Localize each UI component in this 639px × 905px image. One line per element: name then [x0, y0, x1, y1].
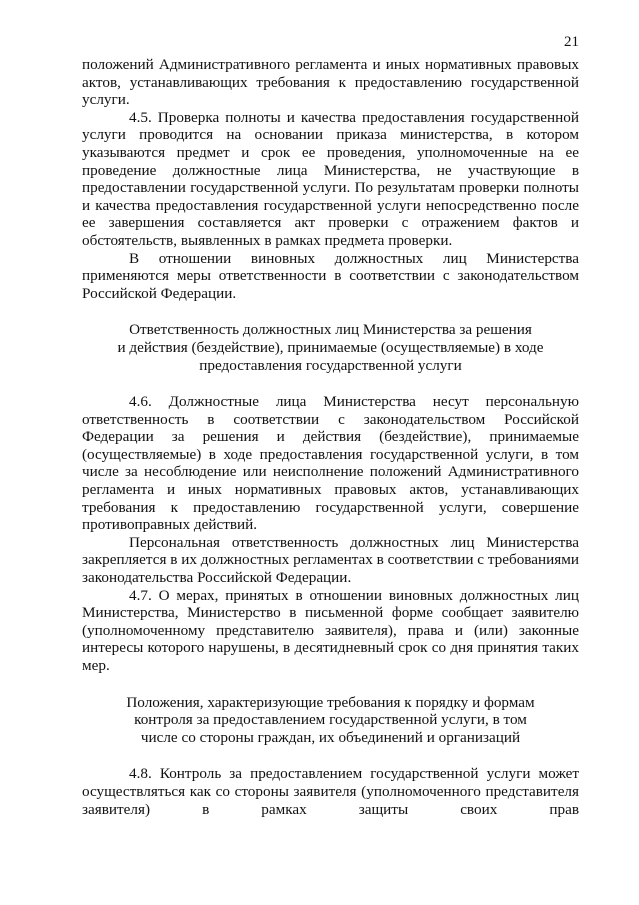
paragraph-4-7: 4.7. О мерах, принятых в отношении виновных должностных лиц Министерства, Министерство в письменной форме сообщает заявителю (уполномоченному представителю заявителя), права и (или) законные интересы которого нарушены, в десятидневный срок со дня принятия таких мер.	[82, 586, 579, 674]
paragraph-continuation: положений Административного регламента и иных нормативных правовых актов, устанавливающих требования к предоставлению государственной услуги.	[82, 56, 579, 109]
heading-line: предоставления государственной услуги	[199, 356, 462, 374]
paragraph-personal-responsibility: Персональная ответственность должностных лиц Министерства закрепляется в их должностных регламентах в соответствии с требованиями законодательства Российской Федерации.	[82, 533, 579, 587]
document-body	[82, 56, 579, 818]
heading-line: Ответственность должностных лиц Министерства за решения	[129, 321, 532, 339]
section-heading-control	[82, 694, 579, 747]
heading-line: контроля за предоставлением государственной услуги, в том	[134, 711, 527, 729]
heading-line: Положения, характеризующие требования к порядку и формам	[126, 693, 535, 711]
heading-line: числе со стороны граждан, их объединений и организаций	[140, 728, 521, 746]
paragraph-4-8: 4.8. Контроль за предоставлением государственной услуги может осуществляться как со стороны заявителя (уполномоченного представителя заявителя) в рамках защиты своих прав	[82, 765, 579, 818]
paragraph-4-5: 4.5. Проверка полноты и качества предоставления государственной услуги проводится на основании приказа министерства, в котором указываются предмет и срок ее проведения, уполномоченные на ее проведение должностные лица Министерства, не участвующие в предоставлении государственной услуги. По результатам проверки полноты и качества предоставления государственной услуги непосредственно после ее завершения составляется акт проверки с отражением фактов и обстоятельств, выявленных в рамках предмета проверки.	[82, 108, 579, 249]
section-heading-responsibility	[82, 321, 579, 374]
heading-line: и действия (бездействие), принимаемые (осуществляемые) в ходе	[117, 338, 544, 356]
paragraph-liability: В отношении виновных должностных лиц Министерства применяются меры ответственности в соответствии с законодательством Российской Федерации.	[82, 249, 579, 302]
page-number: 21	[564, 34, 579, 50]
paragraph-4-6: 4.6. Должностные лица Министерства несут персональную ответственность в соответствии с законодательством Российской Федерации за решения и действия (бездействие), принимаемые (осуществляемые) в ходе предоставления государственной услуги, в том числе за несоблюдение или неисполнение положений Административного регламента и иных нормативных правовых актов, устанавливающих требования к предоставлению государственной услуги, совершение противоправных действий.	[82, 393, 579, 534]
